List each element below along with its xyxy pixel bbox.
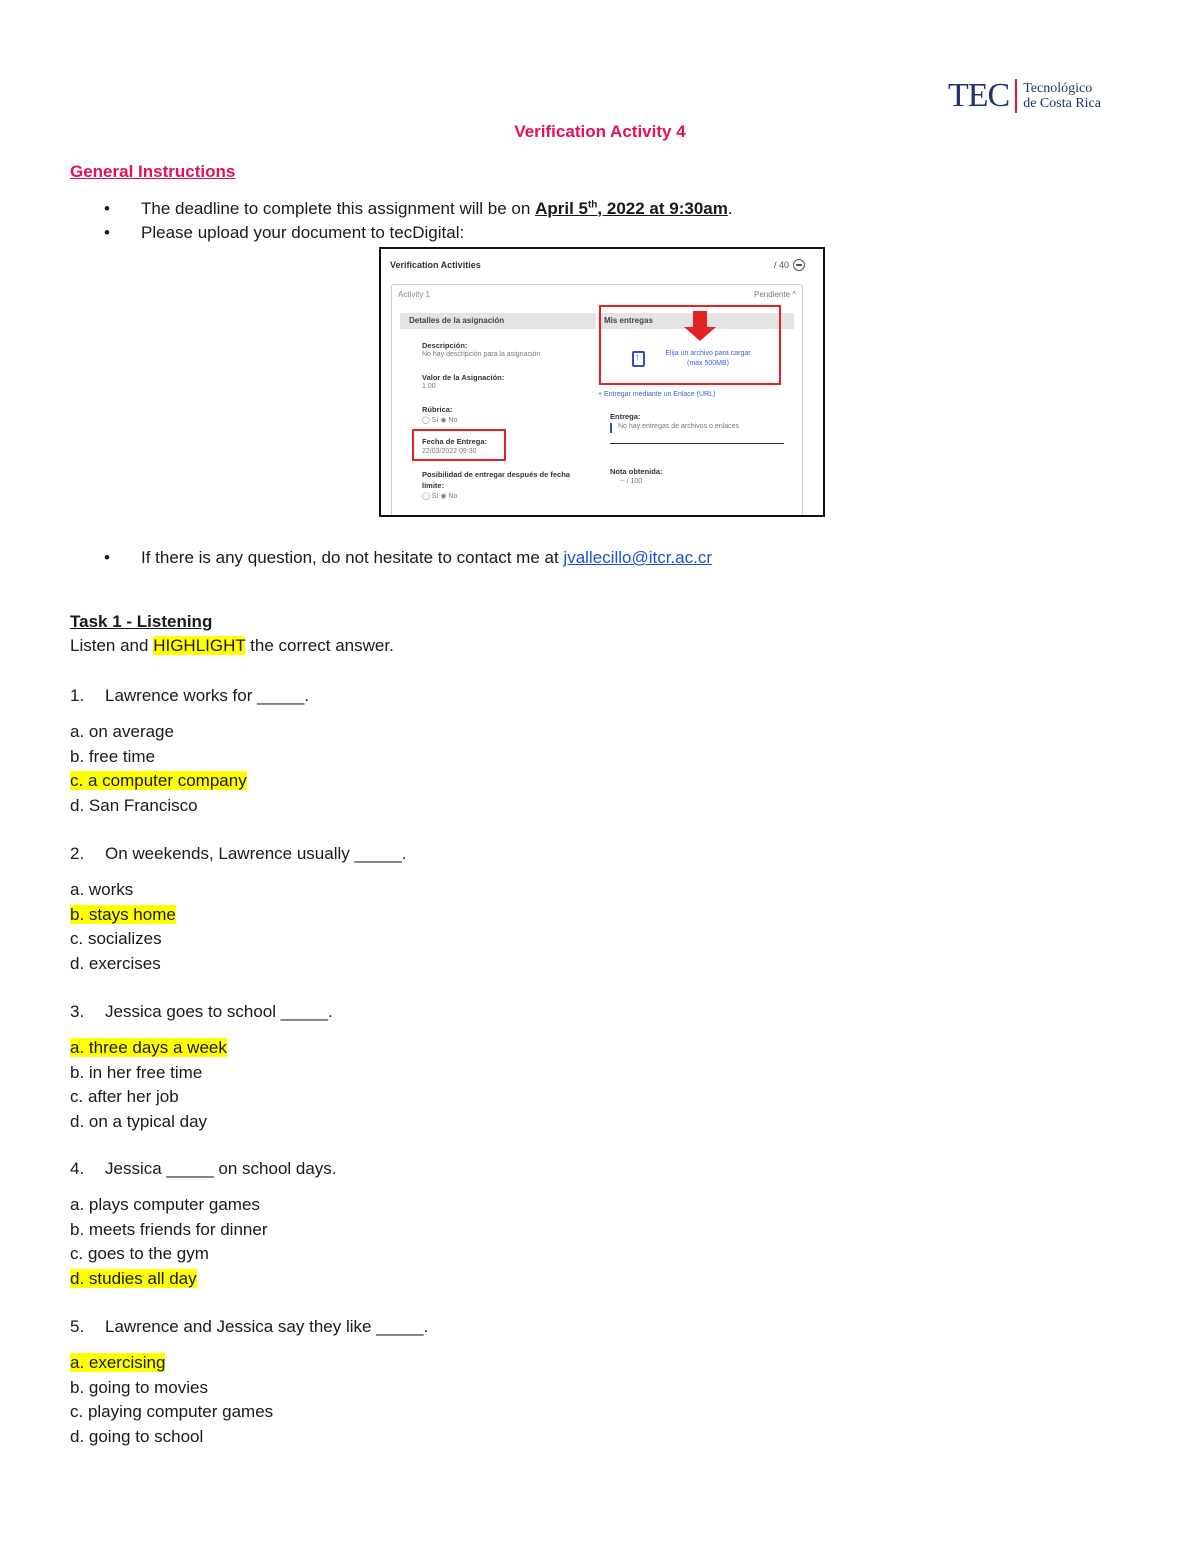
instr-highlight: HIGHLIGHT — [153, 636, 246, 655]
deadline-date — [535, 199, 728, 218]
answer-option[interactable] — [70, 1061, 202, 1085]
task1-instructions — [70, 636, 394, 656]
answer-option[interactable] — [70, 1085, 179, 1109]
deadline-prefix: The deadline to complete this assignment will be on — [141, 199, 536, 218]
question-number: 3. — [70, 1002, 85, 1021]
answer-option[interactable] — [70, 745, 155, 769]
logo-divider — [1015, 79, 1017, 113]
upload-highlight-box — [599, 305, 781, 385]
general-instructions-heading: General Instructions — [70, 162, 236, 181]
option-text: d. exercises — [70, 953, 161, 973]
answer-option[interactable] — [70, 927, 162, 951]
question-number: 1. — [70, 686, 85, 705]
answer-option[interactable] — [70, 1110, 207, 1134]
logo-line-1: Tecnológico — [1023, 81, 1093, 96]
answer-option[interactable] — [70, 952, 161, 976]
option-text: d. on a typical day — [70, 1111, 208, 1131]
option-text: c. after her job — [70, 1087, 179, 1106]
delivery-value: No hay entregas de archivos o enlaces — [618, 423, 740, 430]
question-text: Lawrence works for _____. — [105, 686, 310, 705]
grade-label: Nota obtenida: — [610, 467, 663, 476]
question-text: Lawrence and Jessica say they like _____. — [105, 1317, 429, 1336]
answer-option[interactable] — [70, 1376, 208, 1400]
question-number: 2. — [70, 844, 85, 863]
bullet-icon: • — [104, 223, 110, 242]
bullet-icon: • — [104, 199, 110, 218]
upload-instruction: Please upload your document to tecDigital: — [141, 223, 465, 242]
answer-option[interactable] — [70, 1036, 227, 1060]
details-heading: Detalles de la asignación — [400, 313, 596, 329]
down-arrow-head — [684, 327, 716, 341]
answer-option[interactable] — [70, 903, 176, 927]
highlighted-answer: c. a computer company — [70, 771, 247, 790]
upload-line-1: Elija un archivo para cargar — [665, 350, 751, 357]
option-text: d. going to school — [70, 1426, 204, 1446]
deadline-period: . — [727, 199, 733, 218]
shot-header: Verification Activities — [390, 260, 481, 270]
question-text: Jessica _____ on school days. — [105, 1159, 337, 1178]
question-4 — [70, 1159, 337, 1179]
late-label-2: límite: — [422, 481, 445, 490]
answer-option[interactable] — [70, 720, 174, 744]
answer-option[interactable] — [70, 1267, 197, 1291]
tec-logo — [948, 78, 1101, 114]
question-text: On weekends, Lawrence usually _____. — [105, 844, 407, 863]
question-2 — [70, 844, 406, 864]
deadline-year-time: , 2022 at 9:30am — [597, 199, 728, 218]
option-text: c. socializes — [70, 929, 162, 948]
option-text: b. going to movies — [70, 1377, 208, 1397]
contact-prefix: If there is any question, do not hesitate to contact me at — [141, 548, 564, 567]
contact-text — [141, 548, 712, 568]
option-text: b. free time — [70, 746, 156, 766]
option-text: a. on average — [70, 722, 174, 741]
divider — [610, 443, 784, 444]
question-1 — [70, 686, 309, 706]
answer-option[interactable] — [70, 769, 247, 793]
option-text: c. goes to the gym — [70, 1244, 209, 1263]
submissions-heading: Mis entregas — [598, 313, 794, 329]
logo-mark: TEC — [948, 77, 1010, 114]
late-value: ◯ Sí ◉ No — [422, 493, 458, 500]
page-title: Verification Activity 4 — [514, 122, 686, 141]
rubric-label: Rúbrica: — [422, 405, 453, 414]
option-text: a. plays computer games — [70, 1195, 260, 1214]
answer-option[interactable] — [70, 1400, 273, 1424]
desc-label: Descripción: — [422, 341, 468, 350]
due-value: 22/03/2022 09:30 — [422, 448, 477, 455]
activity-card — [391, 284, 803, 517]
highlighted-answer: a. exercising — [70, 1353, 166, 1372]
question-number: 5. — [70, 1317, 85, 1336]
upload-file-link[interactable] — [650, 349, 766, 369]
upload-file-icon[interactable] — [632, 351, 645, 367]
deadline-suffix: th — [587, 199, 598, 211]
url-submit-link[interactable]: + Entregar mediante un Enlace (URL) — [598, 391, 716, 398]
question-3 — [70, 1002, 333, 1022]
option-text: b. in her free time — [70, 1062, 203, 1082]
answer-option[interactable] — [70, 878, 133, 902]
due-label: Fecha de Entrega: — [422, 437, 488, 446]
option-text: d. San Francisco — [70, 795, 198, 815]
contact-email-link[interactable]: jvallecillo@itcr.ac.cr — [563, 548, 712, 567]
highlighted-answer: a. three days a week — [70, 1038, 227, 1057]
logo-text — [1023, 81, 1101, 111]
answer-option[interactable] — [70, 794, 198, 818]
question-5 — [70, 1317, 428, 1337]
due-date-highlight-box — [412, 429, 506, 461]
tecdigital-screenshot — [379, 247, 825, 517]
task1-heading: Task 1 - Listening — [70, 612, 213, 631]
delivery-marker — [610, 423, 612, 433]
activity-status: Pendiente ^ — [753, 290, 796, 299]
highlighted-answer: d. studies all day — [70, 1268, 197, 1288]
shot-score: / 40 — [773, 260, 789, 270]
late-label: Posibilidad de entregar después de fecha — [422, 470, 570, 479]
value-label: Valor de la Asignación: — [422, 373, 505, 382]
answer-option[interactable] — [70, 1425, 203, 1449]
question-number: 4. — [70, 1159, 85, 1178]
down-arrow-icon — [693, 311, 707, 327]
bullet-icon: • — [104, 548, 110, 567]
option-text: b. meets friends for dinner — [70, 1219, 268, 1239]
highlighted-answer: b. stays home — [70, 904, 176, 924]
instr-suffix: the correct answer. — [245, 636, 394, 655]
grade-value: -- / 100 — [620, 478, 643, 485]
answer-option[interactable] — [70, 1242, 209, 1266]
collapse-icon — [793, 259, 805, 271]
upload-line-2: (max 500MB) — [686, 360, 729, 367]
activity-name: Activity 1 — [398, 290, 431, 299]
logo-line-2: de Costa Rica — [1023, 96, 1101, 111]
deadline-day: April 5 — [535, 199, 588, 218]
answer-option[interactable] — [70, 1193, 260, 1217]
value-value: 1.00 — [422, 383, 436, 390]
deadline-text — [141, 199, 733, 219]
desc-value: No hay descripción para la asignación — [422, 351, 541, 358]
instr-prefix: Listen and — [70, 636, 154, 655]
answer-option[interactable] — [70, 1351, 165, 1375]
answer-option[interactable] — [70, 1218, 267, 1242]
rubric-value: ◯ Sí ◉ No — [422, 417, 458, 424]
question-text: Jessica goes to school _____. — [105, 1002, 333, 1021]
option-text: a. works — [70, 880, 134, 899]
option-text: c. playing computer games — [70, 1402, 274, 1421]
delivery-label: Entrega: — [610, 412, 641, 421]
